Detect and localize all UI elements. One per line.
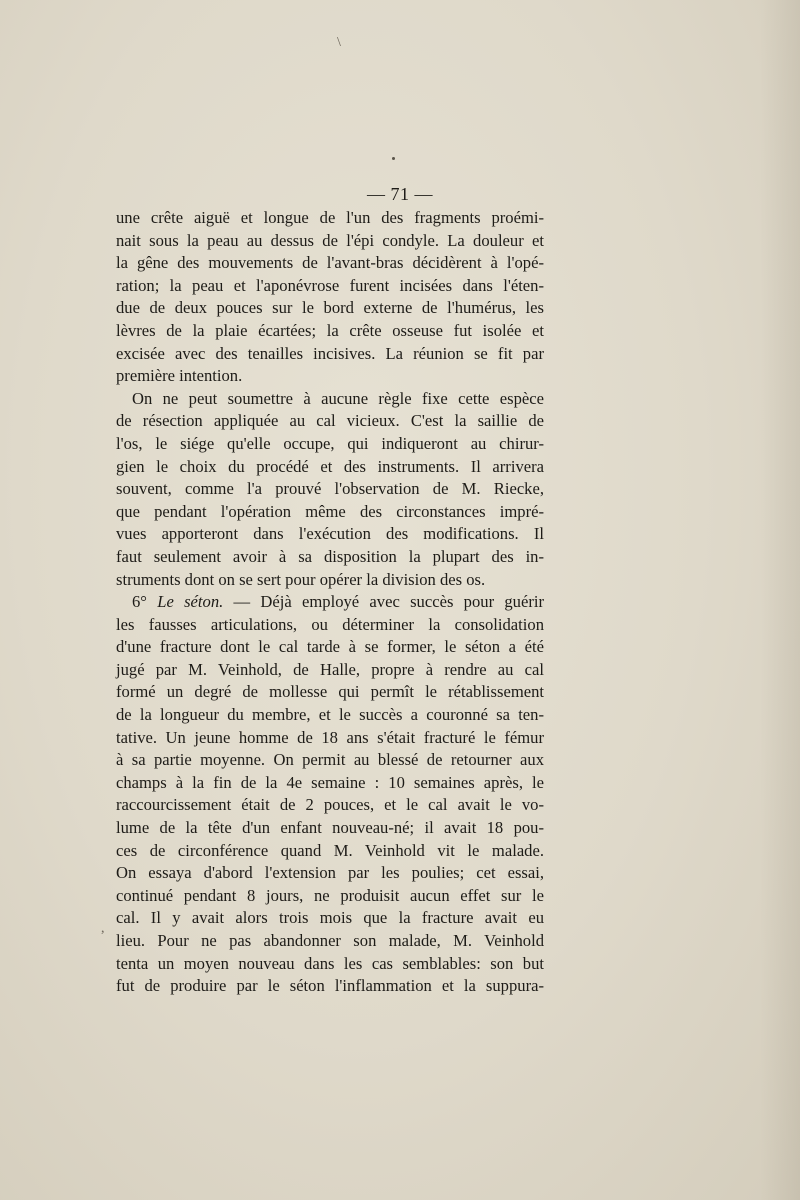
text-line: l'os, le siége qu'elle occupe, qui indiqueront au chirur- (116, 433, 544, 453)
text-line: champs à la fin de la 4e semaine : 10 semaines après, le (116, 772, 544, 792)
text-line: ration; la peau et l'aponévrose furent incisées dans l'éten- (116, 275, 544, 295)
text-line: ces de circonférence quand M. Veinhold vit le malade. (116, 840, 544, 860)
text-line: raccourcissement était de 2 pouces, et le cal avait le vo- (116, 795, 544, 815)
text-line: cal. Il y avait alors trois mois que la fracture avait eu (116, 908, 544, 928)
text-line: les fausses articulations, ou déterminer la consolidation (116, 614, 544, 634)
text-line: faut seulement avoir à sa disposition la plupart des in- (116, 546, 544, 566)
text-line: à sa partie moyenne. On permit au blessé de retourner aux (116, 750, 544, 770)
top-margin-mark: \ (337, 35, 341, 50)
text-line: due de deux pouces sur le bord externe de l'humérus, les (116, 298, 544, 318)
gutter-shadow (760, 0, 800, 1200)
ink-speck (392, 157, 395, 160)
text-line: On ne peut soumettre à aucune règle fixe cette espèce (132, 388, 544, 408)
text-line: une crête aiguë et longue de l'un des fragments proémi- (116, 208, 544, 227)
section-lead-line (116, 591, 544, 614)
section-number: 6° (132, 592, 147, 612)
text-line: tative. Un jeune homme de 18 ans s'était fracturé le fémur (116, 727, 544, 747)
text-line: fut de produire par le séton l'inflammation et la suppura- (116, 976, 544, 996)
text-line: vues apporteront dans l'exécution des modifications. Il (116, 524, 544, 544)
text-line: lieu. Pour ne pas abandonner son malade, M. Veinhold (116, 931, 544, 950)
text-line: d'une fracture dont le cal tarde à se former, le séton a été (116, 637, 544, 657)
page-number: — 71 — (367, 184, 433, 204)
text-line: nait sous la peau au dessus de l'épi condyle. La douleur et (116, 230, 544, 250)
section-title: Le séton. (157, 592, 224, 612)
text-line: de résection appliquée au cal vicieux. C'est la saillie de (116, 411, 544, 431)
text-line: la gêne des mouvements de l'avant-bras décidèrent à l'opé- (116, 253, 544, 273)
left-margin-mark: , (101, 921, 105, 936)
text-line: que pendant l'opération même des circonstances impré- (116, 501, 544, 521)
text-line: lume de la tête d'un enfant nouveau-né; il avait 18 pou- (116, 818, 544, 838)
text-line: jugé par M. Veinhold, de Halle, propre à rendre au cal (116, 659, 544, 679)
body-text (116, 207, 544, 998)
text-line: struments dont on se sert pour opérer la division des os. (116, 569, 486, 589)
text-line: première intention. (116, 366, 243, 386)
text-line: On essaya d'abord l'extension par les poulies; cet essai, (116, 863, 544, 883)
text-line: formé un degré de mollesse qui permît le rétablissement (116, 682, 544, 702)
text-line-segment: — Déjà employé avec succès pour guérir (233, 592, 544, 612)
text-line: lèvres de la plaie écartées; la crête osseuse fut isolée et (116, 320, 544, 340)
text-line: souvent, comme l'a prouvé l'observation de M. Riecke, (116, 479, 544, 499)
text-line: tenta un moyen nouveau dans les cas semblables: son but (116, 953, 544, 973)
text-line: continué pendant 8 jours, ne produisit aucun effet sur le (116, 885, 544, 905)
text-line: excisée avec des tenailles incisives. La réunion se fit par (116, 343, 544, 363)
text-line: de la longueur du membre, et le succès a couronné sa ten- (116, 705, 544, 725)
text-line: gien le choix du procédé et des instruments. Il arrivera (116, 456, 544, 476)
